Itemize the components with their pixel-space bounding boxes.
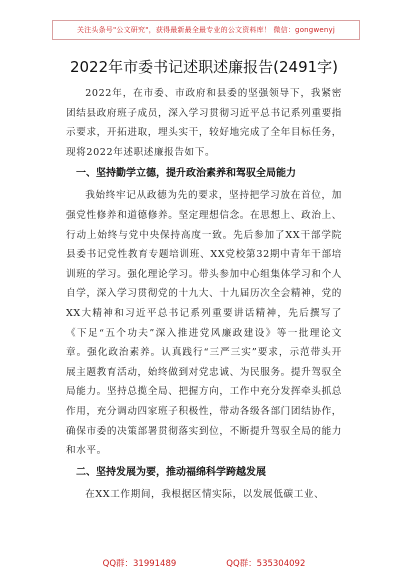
footer-qq-group-1: QQ群：31991489 xyxy=(102,559,177,569)
promo-banner-text: 关注头条号"公文研究"，获得最新最全最专业的公文资料库！ 微信：gongwenyj xyxy=(76,26,336,34)
promo-banner xyxy=(52,20,360,40)
intro-paragraph: 2022年，在市委、市政府和县委的坚强领导下，我紧密团结县政府班子成员，深入学习贯彻习近平总书记系列重要指示要求，开拓进取，埋头实干，较好地完成了全年目标任务，现将2022年述职述廉报告如下。 xyxy=(66,88,342,158)
document-title: 2022年市委书记述职述廉报告(2491字) xyxy=(69,58,339,76)
footer-qq-group-2: QQ群：535304092 xyxy=(226,559,306,569)
document-body xyxy=(66,84,342,504)
footer-contacts xyxy=(0,557,408,569)
section-1-paragraph: 我始终牢记从政德为先的要求，坚持把学习放在首位，加强党性修养和道德修养。坚定理想信念。在思想上、政治上、行动上始终与党中央保持高度一致。先后参加了XX干部学院县委书记党性教育专题培训班、XX党校第32期中青年干部培训班的学习。强化理论学习。带头参加中心组集体学习和个人自学，深入学习贯彻党的十九大、十九届历次全会精神，党的XX大精神和习近平总书记系列重要讲话精神，先后撰写了《下足“五个功夫”深入推进党风廉政建设》等一批理论文章。强化政治素养。认真践行“三严三实”要求，示范带头开展主题教育活动，始终做到对党忠诚、为民服务。提升驾驭全局能力。坚持总揽全局、把握方向，工作中充分发挥牵头抓总作用，充分调动四家班子积极性，带动各级各部门团结协作，确保市委的决策部署贯彻落实到位，不断提升驾驭全局的能力和水平。 xyxy=(66,190,342,457)
section-2-paragraph: 在XX工作期间，我根据区情实际，以发展低碳工业、 xyxy=(85,488,325,500)
section-1-heading: 一、坚持勤学立德，提升政治素养和驾驭全局能力 xyxy=(76,168,296,180)
section-2-heading: 二、坚持发展为要，推动福绵科学跨越发展 xyxy=(76,466,266,478)
